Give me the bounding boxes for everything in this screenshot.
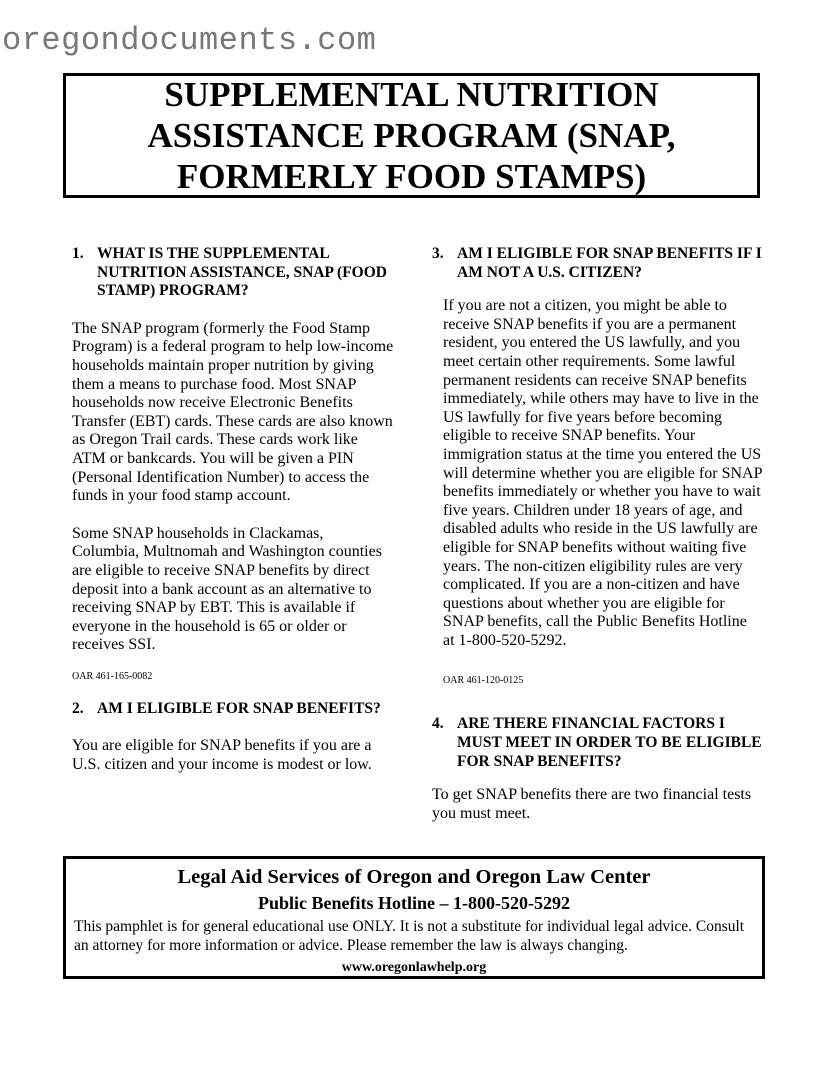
section-number: 1. bbox=[72, 245, 84, 262]
page-title: SUPPLEMENTAL NUTRITION ASSISTANCE PROGRAM (SNAP, FORMERLY FOOD STAMPS) bbox=[147, 75, 676, 196]
right-column bbox=[432, 245, 762, 823]
watermark: oregondocuments.com bbox=[2, 22, 377, 59]
section-title: AM I ELIGIBLE FOR SNAP BENEFITS? bbox=[97, 699, 381, 717]
footer-disclaimer: This pamphlet is for general educational use ONLY. It is not a substitute for individual legal advice. Consult an attorney for more information or advice. Please remember the law is always changing. bbox=[74, 918, 745, 954]
section-number: 4. bbox=[432, 715, 444, 733]
section-title: WHAT IS THE SUPPLEMENTAL NUTRITION ASSISTANCE, SNAP (FOOD STAMP) PROGRAM? bbox=[97, 245, 387, 300]
section-number: 2. bbox=[72, 699, 84, 717]
section-3-heading bbox=[432, 245, 762, 282]
footer-organization: Legal Aid Services of Oregon and Oregon Law Center bbox=[177, 866, 651, 888]
footer-website-link[interactable]: www.oregonlawhelp.org bbox=[341, 960, 487, 975]
section-1-paragraph-2: Some SNAP households in Clackamas, Columbia, Multnomah and Washington counties are eligible to receive SNAP benefits by direct deposit into a bank account as an alternative to receiving SNAP by EBT. This is available if everyone in the household is 65 or older or receives SSI. bbox=[72, 524, 382, 654]
section-4-heading bbox=[432, 715, 762, 771]
section-title: AM I ELIGIBLE FOR SNAP BENEFITS IF I AM NOT A U.S. CITIZEN? bbox=[457, 245, 762, 281]
section-3-citation: OAR 461-120-0125 bbox=[443, 675, 524, 687]
section-3-paragraph-1: If you are not a citizen, you might be able to receive SNAP benefits if you are a permanent resident, you entered the US lawfully, and you meet certain other requirements. Some lawful permanent residents can receive SNAP benefits immediately, while others may have to live in the US lawfully for five years before becoming eligible to receive SNAP benefits. Your immigration status at the time you entered the US will determine whether you are eligible for SNAP benefits immediately or whether you have to wait five years. Children under 18 years of age, and disabled adults who reside in the US lawfully are eligible for SNAP benefits without waiting five years. The non-citizen eligibility rules are very complicated. If you are a non-citizen and have questions about whether you are eligible for SNAP benefits, call the Public Benefits Hotline at 1-800-520-5292. bbox=[443, 297, 762, 649]
section-1-heading bbox=[72, 245, 394, 301]
section-2-paragraph-1: You are eligible for SNAP benefits if you are a U.S. citizen and your income is modest or low. bbox=[72, 737, 372, 774]
section-1-paragraph-1: The SNAP program (formerly the Food Stamp Program) is a federal program to help low-income households maintain proper nutrition by giving them a means to purchase food. Most SNAP households now receive Electronic Benefits Transfer (EBT) cards. These cards are also known as Oregon Trail cards. These cards work like ATM or bankcards. You will be given a PIN (Personal Identification Number) to access the funds in your food stamp account. bbox=[72, 319, 394, 505]
left-column bbox=[72, 245, 394, 775]
section-1-citation: OAR 461-165-0082 bbox=[72, 670, 153, 682]
title-box bbox=[63, 73, 760, 198]
section-4-paragraph-1: To get SNAP benefits there are two financial tests you must meet. bbox=[432, 786, 752, 822]
footer-box bbox=[63, 856, 765, 979]
section-number: 3. bbox=[432, 245, 444, 262]
footer-hotline: Public Benefits Hotline – 1-800-520-5292 bbox=[258, 893, 570, 913]
section-title: ARE THERE FINANCIAL FACTORS I MUST MEET IN ORDER TO BE ELIGIBLE FOR SNAP BENEFITS? bbox=[457, 715, 762, 770]
section-2-heading bbox=[72, 700, 394, 719]
